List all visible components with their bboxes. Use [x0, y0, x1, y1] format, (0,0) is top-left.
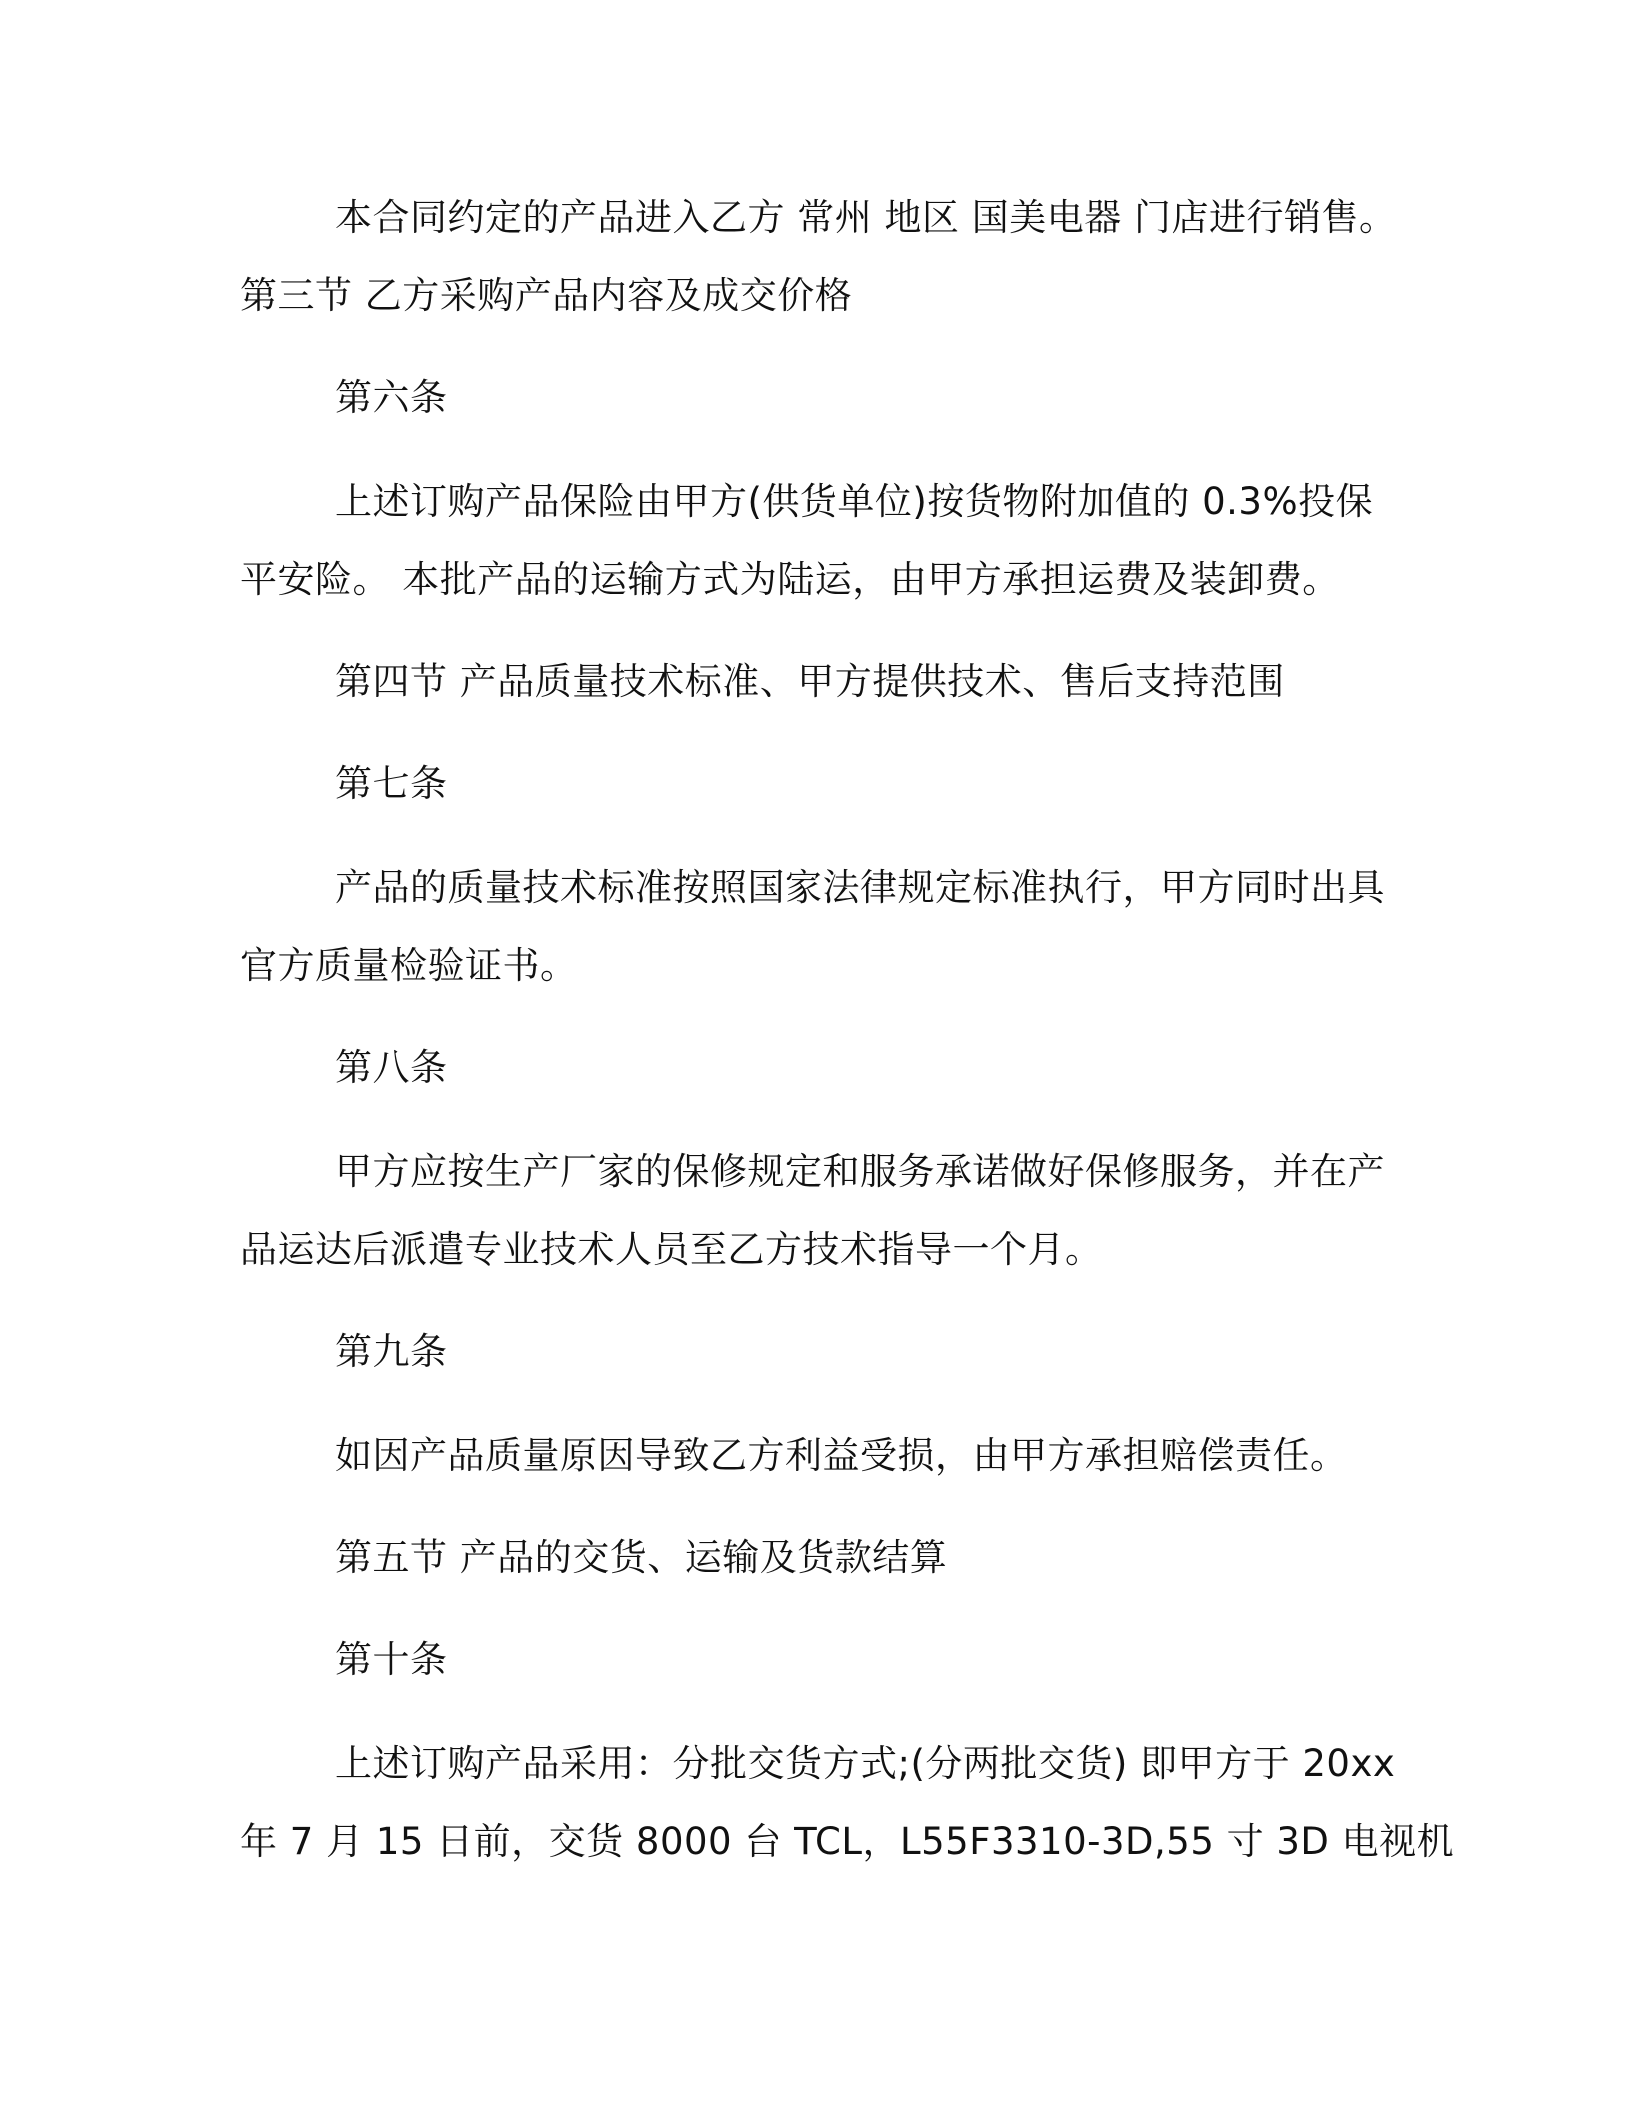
- article-heading-8: 第八条: [335, 1046, 448, 1089]
- section-heading-4: 第四节 产品质量技术标准、甲方提供技术、售后支持范围: [335, 660, 1285, 703]
- paragraph-line-10: 年 7 月 15 日前，交货 8000 台 TCL，L55F3310-3D,55 寸 3D 电视机: [240, 1820, 1455, 1863]
- paragraph-line-5: 官方质量检验证书。: [240, 944, 578, 987]
- article-heading-6: 第六条: [335, 376, 448, 419]
- article-heading-10: 第十条: [335, 1638, 448, 1681]
- paragraph-line-8: 如因产品质量原因导致乙方利益受损，由甲方承担赔偿责任。: [335, 1434, 1348, 1477]
- paragraph-line-3: 平安险。 本批产品的运输方式为陆运，由甲方承担运费及装卸费。: [240, 558, 1340, 601]
- paragraph-line-6: 甲方应按生产厂家的保修规定和服务承诺做好保修服务，并在产: [335, 1150, 1385, 1193]
- section-heading-3: 第三节 乙方采购产品内容及成交价格: [240, 274, 853, 317]
- paragraph-line-7: 品运达后派遣专业技术人员至乙方技术指导一个月。: [240, 1228, 1103, 1271]
- paragraph-line-1: 本合同约定的产品进入乙方 常州 地区 国美电器 门店进行销售。: [335, 196, 1397, 239]
- article-heading-9: 第九条: [335, 1330, 448, 1373]
- paragraph-line-4: 产品的质量技术标准按照国家法律规定标准执行，甲方同时出具: [335, 866, 1385, 909]
- article-heading-7: 第七条: [335, 762, 448, 805]
- paragraph-line-2: 上述订购产品保险由甲方(供货单位)按货物附加值的 0.3%投保: [335, 480, 1374, 523]
- section-heading-5: 第五节 产品的交货、运输及货款结算: [335, 1536, 948, 1579]
- paragraph-line-9: 上述订购产品采用：分批交货方式;(分两批交货) 即甲方于 20xx: [335, 1742, 1396, 1785]
